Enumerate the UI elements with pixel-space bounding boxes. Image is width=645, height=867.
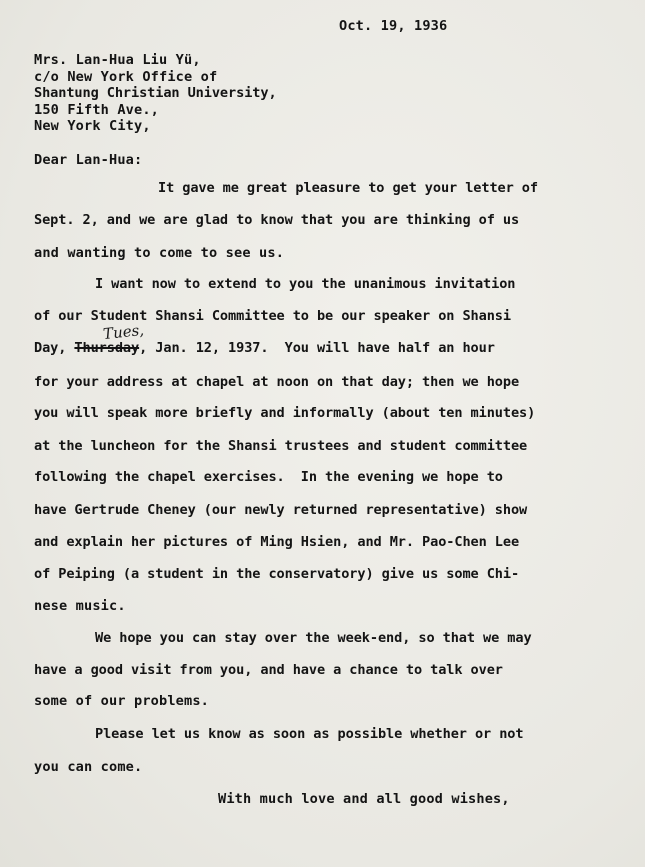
address-line-4: 150 Fifth Ave., — [34, 102, 160, 118]
address-line-1: Mrs. Lan-Hua Liu Yü, — [34, 52, 201, 68]
para2-line-1: I want now to extend to you the unanimous invitation — [95, 276, 516, 292]
para2-line-10: of Peiping (a student in the conservatory) give us some Chi- — [34, 566, 520, 582]
para2-line-6: at the luncheon for the Shansi trustees and student committee — [34, 438, 528, 454]
para2-line-4: for your address at chapel at noon on that day; then we hope — [34, 374, 520, 390]
para2-line-3-post: , Jan. 12, 1937. You will have half an hour — [139, 340, 495, 356]
struck-word: Thursday — [74, 340, 140, 356]
para3-line-3: some of our problems. — [34, 693, 210, 709]
address-line-5: New York City, — [34, 118, 151, 134]
para4-line-2: you can come. — [34, 759, 143, 775]
salutation: Dear Lan-Hua: — [34, 152, 143, 168]
para2-line-3 — [34, 340, 495, 356]
para2-line-9: and explain her pictures of Ming Hsien, and Mr. Pao-Chen Lee — [34, 534, 520, 550]
address-line-2: c/o New York Office of — [34, 69, 218, 85]
para2-line-2: of our Student Shansi Committee to be our speaker on Shansi — [34, 308, 511, 324]
para3-line-2: have a good visit from you, and have a chance to talk over — [34, 662, 503, 678]
para3-line-1: We hope you can stay over the week-end, so that we may — [95, 630, 532, 646]
letter-date: Oct. 19, 1936 — [339, 18, 448, 34]
closing: With much love and all good wishes, — [218, 791, 510, 807]
para2-line-11: nese music. — [34, 598, 126, 614]
handwritten-insertion: Tues, — [102, 320, 145, 344]
para4-line-1: Please let us know as soon as possible whether or not — [95, 726, 524, 742]
para1-line-3: and wanting to come to see us. — [34, 245, 285, 261]
para2-line-5: you will speak more briefly and informally (about ten minutes) — [34, 405, 536, 421]
para2-line-8: have Gertrude Cheney (our newly returned representative) show — [34, 502, 528, 518]
para2-line-7: following the chapel exercises. In the evening we hope to — [34, 469, 503, 485]
para1-line-2: Sept. 2, and we are glad to know that you are thinking of us — [34, 212, 520, 228]
address-line-3: Shantung Christian University, — [34, 85, 277, 101]
para2-line-3-pre: Day, — [34, 340, 75, 356]
para1-line-1: It gave me great pleasure to get your letter of — [158, 180, 538, 196]
